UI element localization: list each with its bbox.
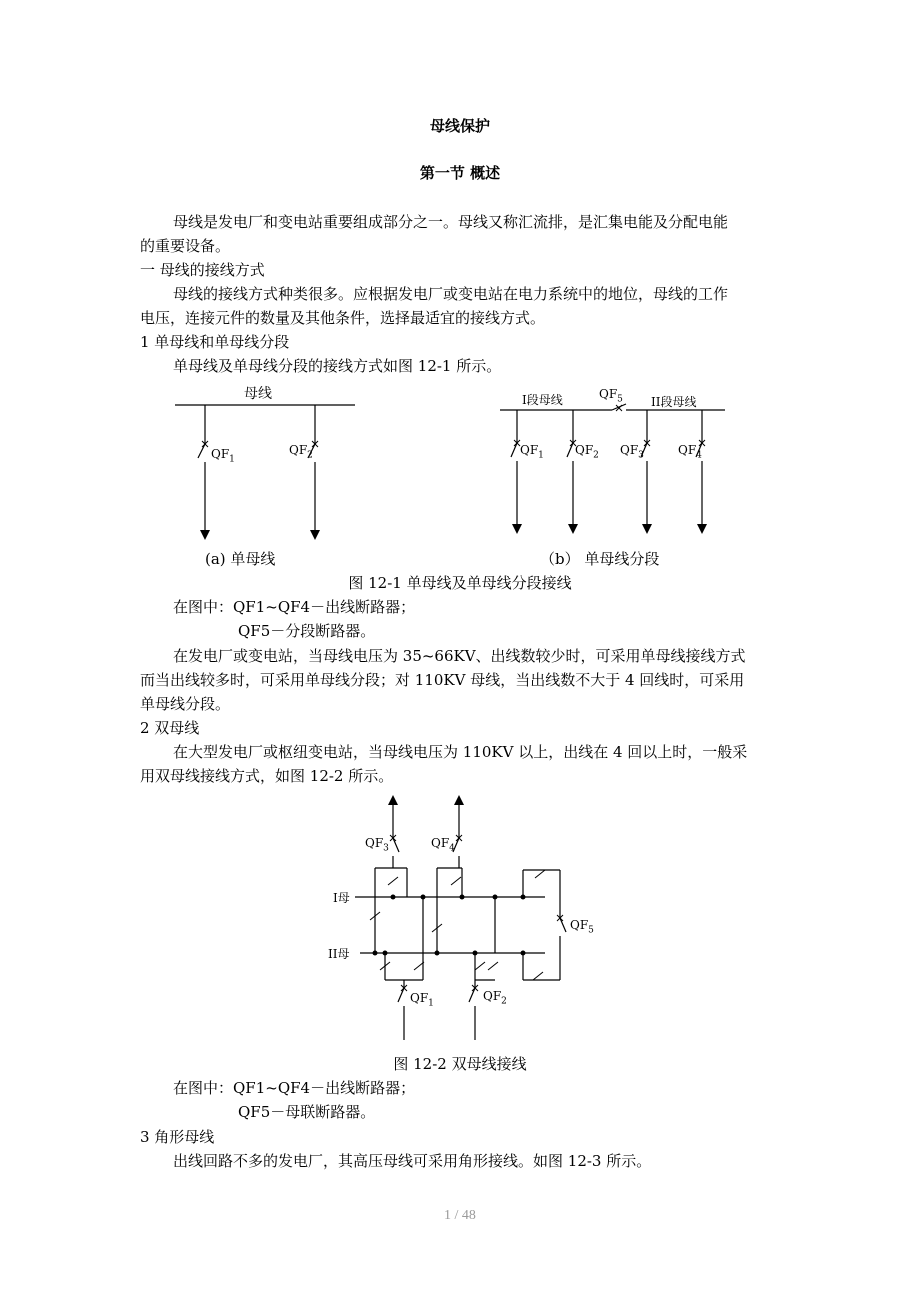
subheading: 一 母线的接线方式	[140, 261, 265, 279]
breaker-label: $QF_5$	[599, 387, 623, 405]
figure-note: QF5－分段断路器。	[238, 622, 376, 640]
paragraph-line: 在发电厂或变电站，当母线电压为 35~66KV、出线数较少时，可采用单母线接线方式	[173, 647, 746, 665]
figure-caption: 图 12-1 单母线及单母线分段接线	[348, 574, 572, 592]
paragraph-line: 出线回路不多的发电厂，其高压母线可采用角形接线。如图 12-3 所示。	[173, 1152, 652, 1170]
arrow-up-icon	[454, 795, 464, 805]
paragraph-line: 而当出线较多时，可采用单母线分段；对 110KV 母线，当出线数不大于 4 回线时，可采用	[140, 671, 745, 689]
bus-label: 母线	[244, 386, 272, 402]
subheading: 2 双母线	[140, 719, 200, 737]
paragraph-line: 电压，连接元件的数量及其他条件，选择最适宜的接线方式。	[140, 309, 546, 327]
figure-note: QF5－母联断路器。	[238, 1103, 376, 1121]
figure-caption: 图 12-2 双母线接线	[393, 1055, 527, 1073]
arrow-up-icon	[388, 795, 398, 805]
breaker-label: $QF_4$	[431, 836, 455, 854]
breaker-label: $QF_5$	[570, 918, 594, 936]
paragraph-line: 在大型发电厂或枢纽变电站，当母线电压为 110KV 以上，出线在 4 回以上时，一般采	[173, 743, 748, 761]
document-title: 母线保护	[429, 117, 490, 135]
breaker-label: $QF_2$	[483, 989, 507, 1007]
breaker-label: $QF_1$	[410, 991, 434, 1009]
subheading: 3 角形母线	[140, 1128, 215, 1146]
breaker-label: $QF_1$	[520, 443, 544, 461]
figure-note: 在图中：QF1~QF4－出线断路器；	[173, 1079, 416, 1097]
breaker-label: $QF_3$	[365, 836, 389, 854]
breaker-label: $QF_4$	[678, 443, 702, 461]
bus-label: I段母线	[522, 393, 563, 407]
paragraph-line: 母线的接线方式种类很多。应根据发电厂或变电站在电力系统中的地位，母线的工作	[173, 285, 729, 303]
paragraph-line: 母线是发电厂和变电站重要组成部分之一。母线又称汇流排，是汇集电能及分配电能	[173, 213, 729, 231]
breaker-label: $QF_1$	[211, 447, 235, 465]
subheading: 1 单母线和单母线分段	[140, 333, 290, 351]
figure-subcaption: （b） 单母线分段	[540, 550, 660, 568]
paragraph-line: 用双母线接线方式，如图 12-2 所示。	[140, 767, 394, 785]
page-number: 1 / 48	[444, 1208, 476, 1223]
paragraph-line: 的重要设备。	[140, 237, 231, 255]
bus-label: I母	[333, 891, 350, 905]
breaker-label: $QF_3$	[620, 443, 644, 461]
paragraph-line: 单母线及单母线分段的接线方式如图 12-1 所示。	[173, 357, 502, 375]
section-heading: 第一节 概述	[419, 164, 501, 182]
bus-label: II母	[328, 947, 350, 961]
paragraph-line: 单母线分段。	[140, 695, 231, 713]
breaker-label: $QF_2$	[575, 443, 599, 461]
figure-subcaption: (a) 单母线	[205, 550, 276, 568]
figure-note: 在图中：QF1~QF4－出线断路器；	[173, 598, 416, 616]
bus-label: II段母线	[651, 395, 697, 409]
breaker-label: $QF_2$	[289, 443, 313, 461]
